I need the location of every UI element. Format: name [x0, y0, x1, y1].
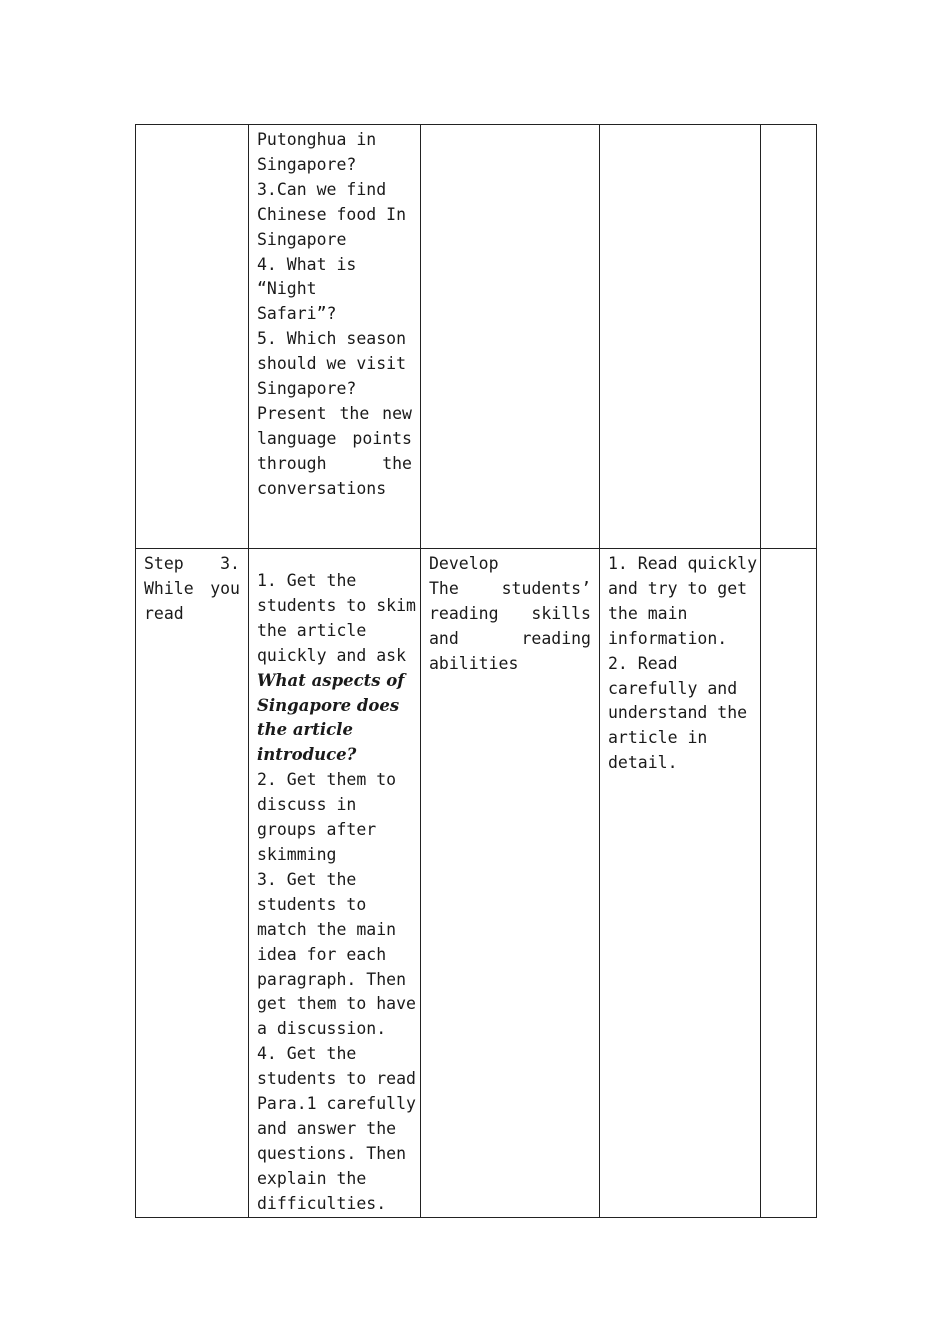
- text-line: [429, 602, 591, 627]
- text-line: explain the: [257, 1168, 367, 1188]
- text-line: students to: [257, 894, 367, 914]
- word: skills: [531, 603, 591, 623]
- text-line: Safari”?: [257, 304, 337, 324]
- text-line: [429, 577, 591, 602]
- text-line: [257, 427, 412, 452]
- text-line: a discussion.: [257, 1019, 387, 1039]
- word: students’: [501, 578, 591, 598]
- text-line: groups after: [257, 820, 377, 840]
- italic-question-line: What aspects of: [257, 670, 405, 690]
- notes-cell: [761, 549, 817, 1218]
- word: The: [429, 578, 459, 598]
- word: through: [257, 453, 327, 473]
- text-line: 5. Which season: [257, 329, 407, 349]
- text-line: and try to get: [608, 578, 748, 598]
- text-line: 1. Get the: [257, 571, 357, 590]
- word: new: [382, 403, 412, 423]
- italic-question-line: Singapore does: [257, 695, 400, 715]
- text-line: quickly and ask: [257, 645, 407, 665]
- purpose-cell: [421, 125, 600, 549]
- text-line: and answer the: [257, 1118, 397, 1138]
- text-line: 1. Read quickly: [608, 554, 758, 573]
- italic-question-line: introduce?: [257, 745, 357, 765]
- word: While: [144, 578, 194, 598]
- text-line: the main: [608, 603, 688, 623]
- text-line: article in: [608, 728, 708, 748]
- student-activity-cell: [600, 549, 761, 1218]
- text-line: detail.: [608, 753, 678, 773]
- text-line: 4. Get the: [257, 1044, 357, 1064]
- table-row: [136, 549, 817, 1218]
- text-line: Singapore?: [257, 379, 357, 399]
- word: reading: [521, 628, 591, 648]
- text-line: discuss in: [257, 795, 357, 815]
- text-line: [144, 577, 240, 602]
- word: points: [352, 428, 412, 448]
- text-line: skimming: [257, 844, 337, 864]
- text-line: abilities: [429, 653, 519, 673]
- text-line: difficulties.: [257, 1193, 387, 1213]
- text-line: students to skim: [257, 595, 416, 615]
- notes-cell: [761, 125, 817, 549]
- word: the: [339, 403, 370, 423]
- step-cell: [136, 549, 249, 1218]
- step-cell: [136, 125, 249, 549]
- text-line: [429, 627, 591, 652]
- text-line: Singapore: [257, 229, 347, 249]
- lesson-plan-table: [135, 124, 817, 1218]
- text-line: get them to have: [257, 994, 416, 1014]
- text-line: the article: [257, 620, 367, 640]
- word: 3.: [220, 554, 240, 573]
- purpose-cell: [421, 549, 600, 1218]
- text-line: Develop: [429, 554, 499, 573]
- text-line: conversations: [257, 478, 387, 498]
- word: reading: [429, 603, 499, 623]
- spacer: [257, 552, 412, 569]
- teacher-activity-cell: [249, 125, 421, 549]
- teacher-activity-cell: [249, 549, 421, 1218]
- text-line: [257, 402, 412, 427]
- text-line: Chinese food In: [257, 204, 407, 224]
- text-line: Putonghua in: [257, 130, 377, 149]
- word: and: [429, 628, 459, 648]
- word: Present: [257, 403, 327, 423]
- text-line: paragraph. Then: [257, 969, 407, 989]
- text-line: should we visit: [257, 354, 407, 374]
- text-line: understand the: [608, 703, 748, 723]
- text-line: Singapore?: [257, 154, 357, 174]
- text-line: [257, 452, 412, 477]
- text-line: “Night: [257, 279, 317, 299]
- text-line: carefully and: [608, 678, 738, 698]
- italic-question-line: the article: [257, 720, 353, 740]
- text-line: Para.1 carefully: [257, 1094, 416, 1114]
- word: language: [257, 428, 337, 448]
- text-line: idea for each: [257, 944, 387, 964]
- text-line: 3. Get the: [257, 869, 357, 889]
- text-line: students to read: [257, 1069, 416, 1089]
- text-line: 2. Read: [608, 653, 678, 673]
- text-line: information.: [608, 628, 728, 648]
- text-line: match the main: [257, 919, 397, 939]
- text-line: 4. What is: [257, 254, 357, 274]
- word: you: [210, 578, 240, 598]
- text-line: questions. Then: [257, 1143, 407, 1163]
- word: the: [382, 453, 412, 473]
- text-line: 2. Get them to: [257, 770, 397, 790]
- text-line: [144, 552, 240, 577]
- text-line: read: [144, 603, 184, 623]
- table-row: [136, 125, 817, 549]
- word: Step: [144, 554, 184, 573]
- text-line: 3.Can we find: [257, 179, 387, 199]
- student-activity-cell: [600, 125, 761, 549]
